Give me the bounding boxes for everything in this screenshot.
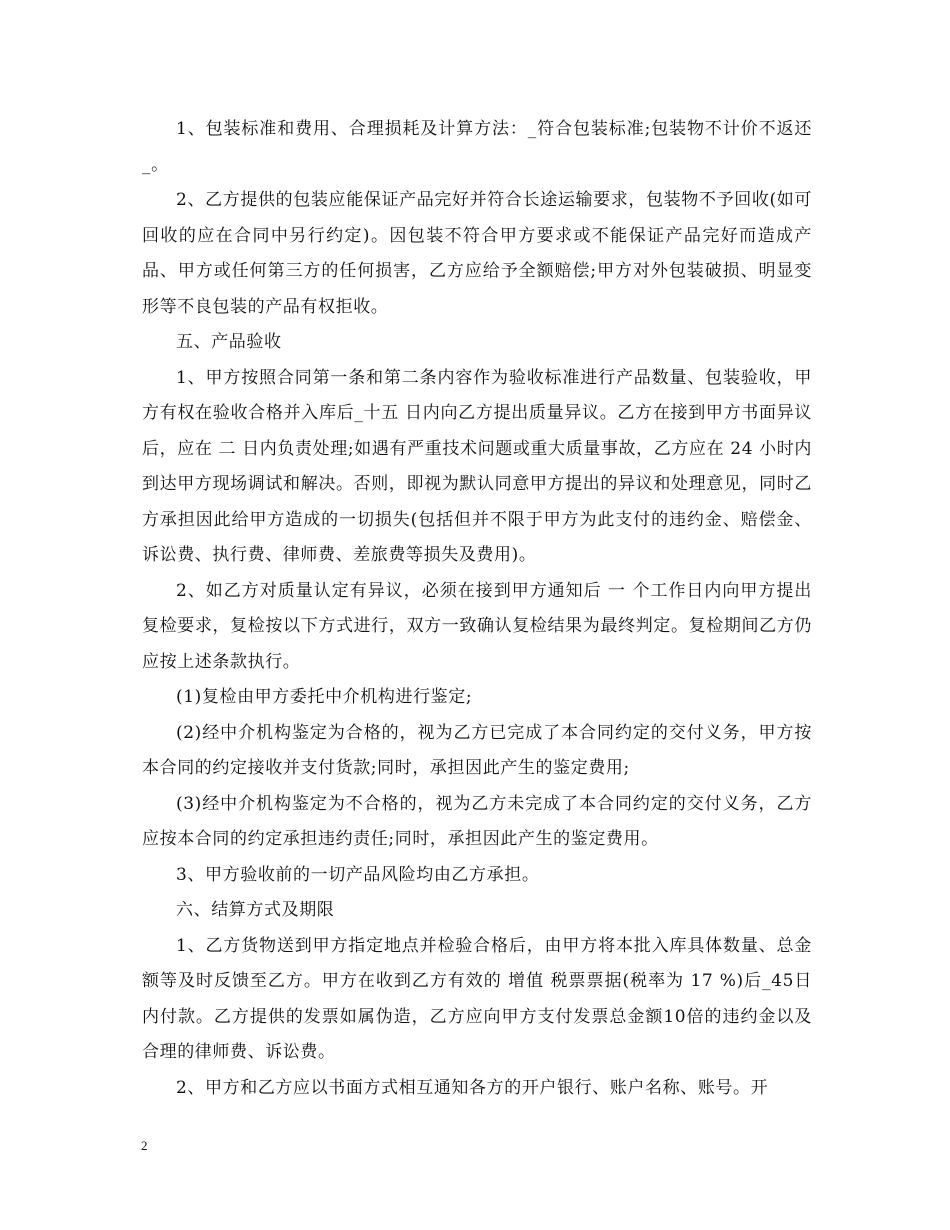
list-item-unqualified-result: (3)经中介机构鉴定为不合格的，视为乙方未完成了本合同约定的交付义务，乙方应按本合同的约定承担违约责任;同时，承担因此产生的鉴定费用。	[142, 793, 812, 849]
page-number: 2	[141, 1138, 148, 1153]
paragraph-packaging-standard: 1、包装标准和费用、合理损耗及计算方法：_符合包装标准;包装物不计价不返还_。	[142, 119, 812, 175]
section-heading-settlement: 六、结算方式及期限	[176, 900, 335, 920]
paragraph-packaging-requirement: 2、乙方提供的包装应能保证产品完好并符合长途运输要求，包装物不予回收(如可回收的应在合同中另行约定)。因包装不符合甲方要求或不能保证产品完好而造成产品、甲方或任何第三方的任何损害，乙方应给予全额赔偿;甲方对外包装破损、明显变形等不良包装的产品有权拒收。	[142, 190, 812, 317]
paragraph-acceptance-standard: 1、甲方按照合同第一条和第二条内容作为验收标准进行产品数量、包装验收，甲方有权在验收合格并入库后_十五 日内向乙方提出质量异议。乙方在接到甲方书面异议后，应在 二 日内负责处理;如遇有严重技术问题或重大质量事故，乙方应在 24 小时内到达甲方现场调试和解决。否则，即视为默认同意甲方提出的异议和处理意见，同时乙方承担因此给甲方造成的一切损失(包括但并不限于甲方为此支付的违约金、赔偿金、诉讼费、执行费、律师费、差旅费等损失及费用)。	[142, 367, 812, 565]
paragraph-bank-notice: 2、甲方和乙方应以书面方式相互通知各方的开户银行、账户名称、账号。开	[176, 1077, 769, 1098]
list-item-recheck-agency: (1)复检由甲方委托中介机构进行鉴定;	[176, 687, 473, 707]
paragraph-recheck-request: 2、如乙方对质量认定有异议，必须在接到甲方通知后 一 个工作日内向甲方提出复检要求，复检按以下方式进行，双方一致确认复检结果为最终判定。复检期间乙方仍应按上述条款执行。	[142, 580, 812, 672]
section-heading-acceptance: 五、产品验收	[176, 332, 282, 352]
list-item-qualified-result: (2)经中介机构鉴定为合格的，视为乙方已完成了本合同约定的交付义务，甲方按本合同的约定接收并支付货款;同时，承担因此产生的鉴定费用;	[142, 722, 812, 778]
paragraph-risk-before-acceptance: 3、甲方验收前的一切产品风险均由乙方承担。	[176, 864, 540, 885]
document-body	[142, 112, 812, 1106]
paragraph-payment-terms: 1、乙方货物送到甲方指定地点并检验合格后，由甲方将本批入库具体数量、总金额等及时反馈至乙方。甲方在收到乙方有效的 增值 税票票据(税率为 17 %)后_45日内付款。乙方提供的发票如属伪造，乙方应向甲方支付发票总金额10倍的违约金以及合理的律师费、诉讼费。	[142, 935, 812, 1062]
